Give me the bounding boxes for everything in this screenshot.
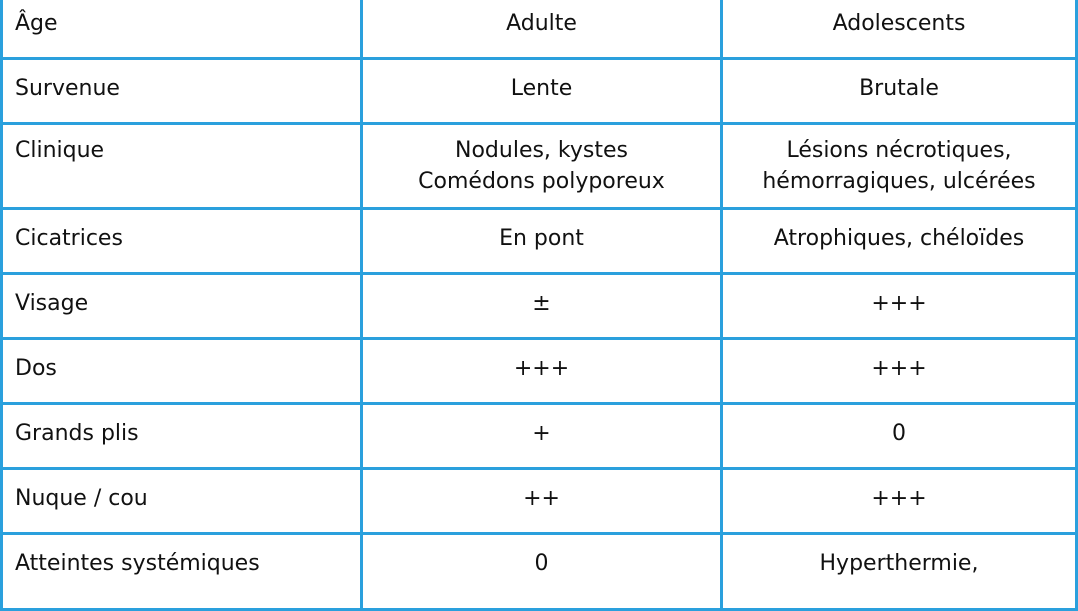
cell-text: 0 <box>534 551 549 576</box>
row-label: Dos <box>2 339 362 404</box>
row-label: Survenue <box>2 59 362 124</box>
cell-text: Adulte <box>506 11 577 36</box>
cell-text: ± <box>532 291 551 316</box>
table-row <box>2 0 1077 59</box>
cell-text: En pont <box>499 226 584 251</box>
cell-text: + <box>532 421 551 446</box>
table-row <box>2 339 1077 404</box>
cell-text: ++ <box>523 486 560 511</box>
adult-cell <box>362 339 722 404</box>
cell-text: Lente <box>510 76 573 101</box>
adolescent-cell <box>722 469 1077 534</box>
adolescent-cell <box>722 59 1077 124</box>
adolescent-cell <box>722 274 1077 339</box>
cell-text: +++ <box>871 356 927 381</box>
cell-text: Lésions nécrotiques, <box>786 138 1012 163</box>
cell-text: Adolescents <box>832 11 966 36</box>
adult-cell <box>362 209 722 274</box>
table-row <box>2 274 1077 339</box>
row-label: Cicatrices <box>2 209 362 274</box>
adult-cell <box>362 534 722 610</box>
cell-text: +++ <box>871 291 927 316</box>
adult-cell <box>362 124 722 209</box>
adult-cell <box>362 274 722 339</box>
cell-text: hémorragiques, ulcérées <box>762 169 1036 194</box>
table-row <box>2 59 1077 124</box>
cell-text: +++ <box>871 486 927 511</box>
adolescent-cell <box>722 339 1077 404</box>
table-row <box>2 209 1077 274</box>
adolescent-cell <box>722 404 1077 469</box>
row-label: Nuque / cou <box>2 469 362 534</box>
cell-text: Nodules, kystes <box>455 138 628 163</box>
row-label: Âge <box>2 0 362 59</box>
cell-text: 0 <box>892 421 906 446</box>
adult-cell <box>362 59 722 124</box>
table-row <box>2 534 1077 610</box>
row-label: Atteintes systémiques <box>2 534 362 610</box>
adolescent-cell <box>722 209 1077 274</box>
cell-text: Atrophiques, chéloïdes <box>773 226 1025 251</box>
adult-cell <box>362 404 722 469</box>
adolescent-cell <box>722 124 1077 209</box>
cell-text: Comédons polyporeux <box>418 169 665 194</box>
adult-cell <box>362 469 722 534</box>
table-row <box>2 124 1077 209</box>
cell-text: +++ <box>513 356 570 381</box>
adolescent-cell <box>722 0 1077 59</box>
table-row <box>2 469 1077 534</box>
row-label: Visage <box>2 274 362 339</box>
table-row <box>2 404 1077 469</box>
adolescent-cell <box>722 534 1077 610</box>
cell-text: Brutale <box>859 76 939 101</box>
row-label: Clinique <box>2 124 362 209</box>
cell-text: Hyperthermie, <box>819 551 979 576</box>
adult-cell <box>362 0 722 59</box>
row-label: Grands plis <box>2 404 362 469</box>
